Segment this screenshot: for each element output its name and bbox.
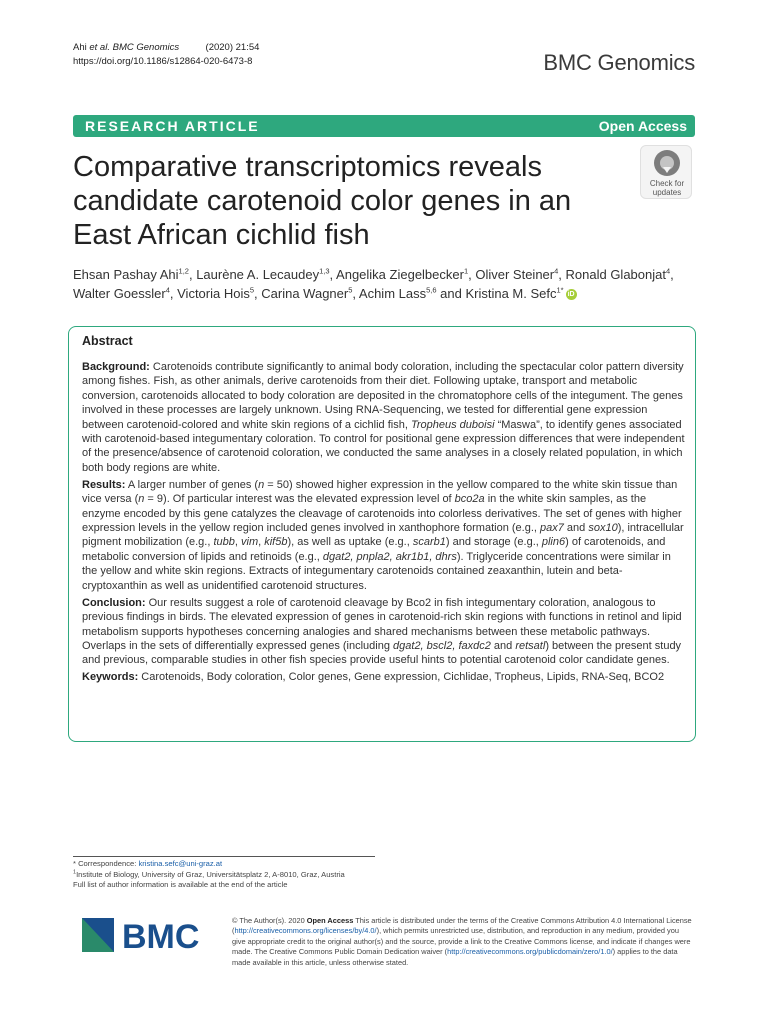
author-affiliation-marker: 4 bbox=[554, 266, 559, 276]
cc-zero-waiver-link[interactable]: http://creativecommons.org/publicdomain/zero/1.0/ bbox=[447, 947, 613, 957]
author-and: and bbox=[436, 286, 466, 301]
correspondence-email-link[interactable]: kristina.sefc@uni-graz.at bbox=[138, 859, 223, 868]
author-affiliation-marker: 1 bbox=[463, 266, 469, 276]
abstract-box bbox=[68, 326, 696, 742]
author-list: Ehsan Pashay Ahi$^{1,2}$, Laurène A. Lecaudey$^{1,3}$, Angelika Ziegelbecker$^1$, Oliver Steiner$^4$, Ronald Glabonjat$^4$, Walter Goessler$^4$, Victoria Hois$^5$, Carina Wagner$^5$, Achim Lass$^{5,6}$ and Kristina M. Sefc$^{1*}$ iD bbox=[73, 266, 674, 301]
orcid-icon[interactable]: iD bbox=[567, 291, 575, 299]
abstract-keywords: Keywords: Carotenoids, Body coloration, Color genes, Gene expression, Cichlidae, Tropheus, Lipids, RNA-Seq, BCO2 bbox=[82, 671, 665, 684]
author-name: Walter Goessler bbox=[73, 286, 166, 301]
check-for-updates-label: Check for updates bbox=[649, 179, 685, 197]
article-title: Comparative transcriptomics reveals candidate carotenoid color genes in an East African cichlid fish bbox=[73, 151, 572, 251]
cite-journal: et al. BMC Genomics bbox=[89, 42, 180, 53]
author-affiliation-marker: 1,3 bbox=[319, 266, 330, 276]
correspondence: * Correspondence: kristina.sefc@uni-graz.at bbox=[73, 859, 223, 868]
citation-header bbox=[73, 41, 259, 69]
cite-year: (2020) 21:54 bbox=[205, 42, 260, 53]
journal-name: BMC Genomics bbox=[543, 50, 695, 75]
author-affiliation-marker: 5 bbox=[348, 285, 353, 295]
citation-line bbox=[73, 41, 259, 55]
open-access-label: Open Access bbox=[598, 118, 687, 134]
license-statement: © The Author(s). 2020 Open Access This article is distributed under the terms of the Creative Commons Attribution 4.0 International License (http://creativecommons.org/licenses/by/4.0/), which permits unrestricted use, distribution, and reproduction in any medium, provided you give appropriate credit to the original author(s) and the source, provide a link to the Creative Commons license, and indicate if changes were made. The Creative Commons Public Domain Dedication waiver (http://creativecommons.org/publicdomain/zero/1.0/) applies to the data made available in this article, unless otherwise stated. bbox=[232, 916, 692, 967]
author-name: Carina Wagner bbox=[261, 286, 349, 301]
abstract-body bbox=[82, 360, 686, 687]
author-affiliation-marker: 4 bbox=[665, 266, 671, 276]
author-name: Oliver Steiner bbox=[475, 267, 555, 282]
author-info-note: Full list of author information is available at the end of the article bbox=[73, 880, 288, 890]
author-name: Kristina M. Sefc bbox=[465, 286, 557, 301]
author-affiliation-marker: 1* bbox=[556, 285, 564, 295]
cite-authors: Ahi bbox=[73, 42, 90, 53]
affiliation: $^1$Institute of Biology, University of Graz, Universitätsplatz 2, A-8010, Graz, Austria bbox=[73, 869, 345, 879]
article-type: RESEARCH ARTICLE bbox=[85, 118, 260, 134]
author-name: Angelika Ziegelbecker bbox=[336, 267, 464, 282]
footnote-divider bbox=[73, 856, 375, 857]
author-name: Victoria Hois bbox=[177, 286, 250, 301]
check-for-updates-button[interactable] bbox=[640, 145, 692, 199]
abstract-results: Results: A larger number of genes (n = 50) showed higher expression in the yellow compared to the white skin tissue than vice versa (n = 9). Of particular interest was the elevated expression level of bco2a in the white skin samples, as the enzyme encoded by this gene catalyzes the cleavage of carotenoids into colorless derivatives. The set of genes with higher expression levels in the yellow region included genes involved in xanthophore formation (e.g., pax7 and sox10), intracellular pigment mobilization (e.g., tubb, vim, kif5b), as well as uptake (e.g., scarb1) and storage (e.g., plin6) of carotenoids, and metabolic conversion of lipids and retinoids (e.g., dgat2, pnpla2, akr1b1, dhrs). Triglyceride concentrations were similar in the yellow and white skin regions. Extracts of integumentary carotenoids contained zeaxanthin, lutein and beta-cryptoxanthin as well as unidentified carotenoid structures. bbox=[82, 478, 684, 592]
author-name: Achim Lass bbox=[358, 286, 427, 301]
author-affiliation-marker: 1,2 bbox=[178, 266, 189, 276]
article-type-banner bbox=[73, 115, 695, 137]
author-affiliation-marker: 4 bbox=[165, 285, 170, 295]
author-affiliation-marker: 5 bbox=[249, 285, 255, 295]
author-name: Laurène A. Lecaudey bbox=[196, 267, 320, 282]
author-affiliation-marker: 5,6 bbox=[426, 285, 437, 295]
footnotes bbox=[73, 859, 373, 891]
doi-link[interactable]: https://doi.org/10.1186/s12864-020-6473-8 bbox=[73, 56, 253, 67]
cc-by-license-link[interactable]: http://creativecommons.org/licenses/by/4.0/ bbox=[234, 926, 377, 936]
author-name: Ehsan Pashay Ahi bbox=[73, 267, 179, 282]
abstract-conclusion: Conclusion: Our results suggest a role of carotenoid cleavage by Bco2 in fish integumentary coloration, analogous to previous findings in birds. The elevated expression of genes in carotenoid-rich skin regions with functions in retinol and lipid metabolism supports hypotheses concerning analogies and shared mechanisms between these metabolic pathways. Overlaps in the sets of differentially expressed genes (including dgat2, bscl2, faxdc2 and retsatl) between the present study and previous, comparable studies in other fish species provide useful hints to potential carotenoid color candidate genes. bbox=[82, 596, 682, 667]
bmc-logo-text: BMC bbox=[122, 918, 200, 956]
author-name: Ronald Glabonjat bbox=[565, 267, 666, 282]
abstract-background: Background: Carotenoids contribute significantly to animal body coloration, including the spectacular color pattern diversity among fishes. Fish, as other animals, derive carotenoids from their diet. Following uptake, transport and metabolic conversion, carotenoids allocated to body coloration are deposited in the chromatophore cells of the integument. The genes involved in these processes are largely unknown. Using RNA-Sequencing, we tested for differential gene expression between carotenoid-colored and white skin regions of a cichlid fish, Tropheus duboisi “Maswa”, to identify genes associated with carotenoid-based integumentary coloration. To control for positional gene expression differences that were independent of the presence/absence of carotenoid coloration, we conducted the same analyses in a closely related population, in which both body regions are white. bbox=[82, 361, 685, 474]
abstract-heading: Abstract bbox=[82, 334, 133, 348]
bmc-logo bbox=[80, 912, 220, 956]
crossmark-icon bbox=[654, 150, 680, 176]
